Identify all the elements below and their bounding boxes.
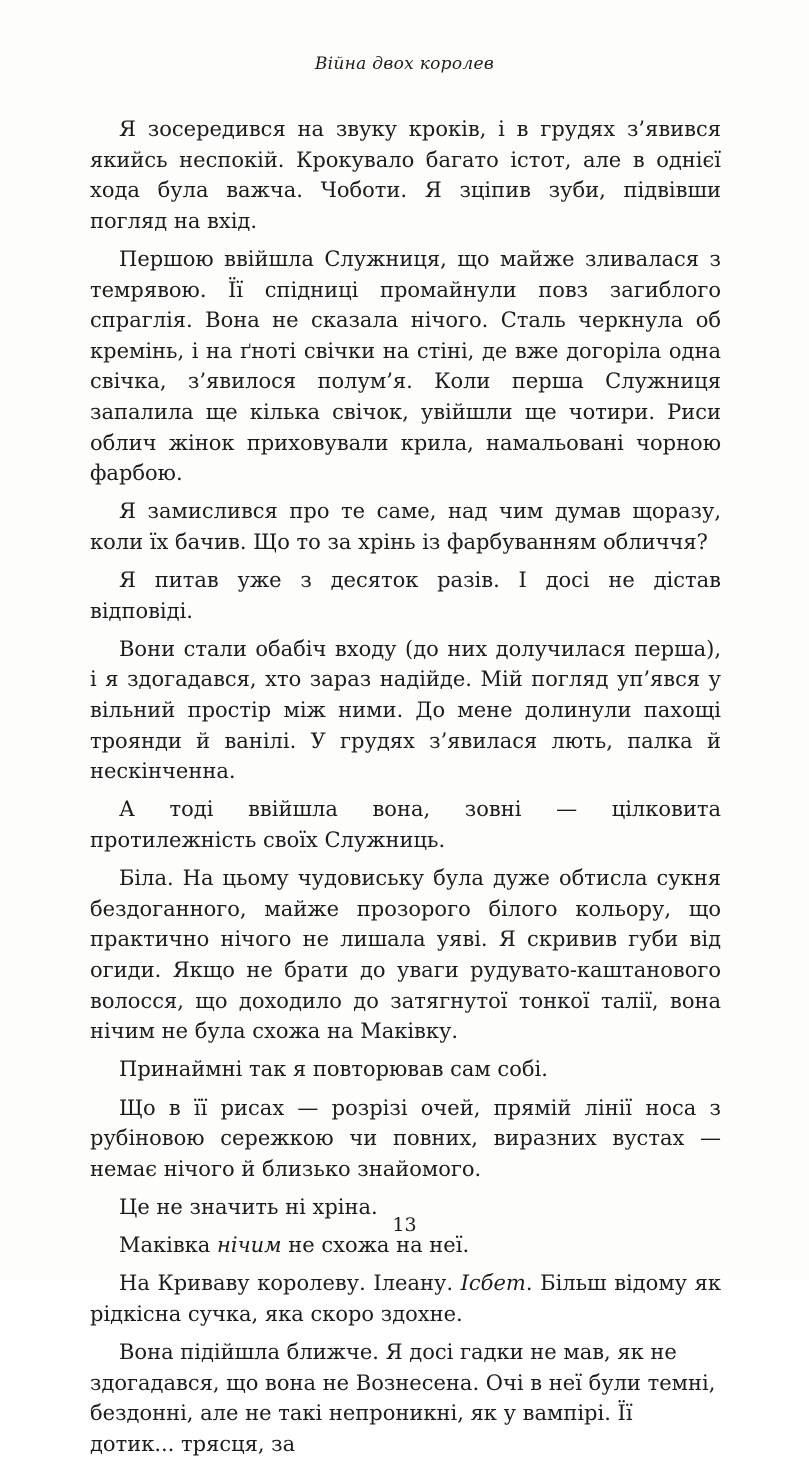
paragraph-12 [90, 1268, 721, 1329]
paragraph-11-start: Маківка [119, 1233, 218, 1258]
paragraph-8: Принаймні так я повторював сам собі. [119, 1057, 548, 1082]
paragraph-7: Біла. На цьому чудовиську була дуже обтисла сукня бездоганного, майже прозорого білого кольору, що практично нічого не лишала уяві. Я скривив губи від огиди. Якщо не брати до уваги рудувато-каштанового волосся, що доходило до затягнутої тонкої талії, вона нічим не була схожа на Маківку. [90, 866, 721, 1044]
emphasis-text: Ісбет [460, 1271, 526, 1296]
paragraph-6: А тоді ввійшла вона, зовні — цілковита протилежність своїх Служниць. [90, 797, 721, 853]
paragraph-1: Я зосередився на звуку кроків, і в грудях з’явився якийсь неспокій. Крокувало багато істот, але в однієї хода була важча. Чоботи. Я зціпив зуби, підвівши погляд на вхід. [90, 117, 721, 233]
paragraph-5: Вони стали обабіч входу (до них долучилася перша), і я здогадався, хто зараз надійде. Мій погляд уп’явся у вільний простір між ними. До мене долинули пахощі троянди й ванілі. У грудях з’явилася лють, палка й нескінченна. [90, 636, 721, 784]
running-title: Війна двох королев [314, 54, 495, 74]
paragraph-4: Я питав уже з десяток разів. І досі не дістав відповіді. [90, 568, 721, 623]
paragraph-3: Я замислився про те саме, над чим думав щоразу, коли їх бачив. Що то за хрінь із фарбуванням обличчя? [90, 499, 721, 554]
paragraph-12-start: На Криваву королеву. Ілеану. [119, 1271, 461, 1296]
paragraph-10: Це не значить ні хріна. [119, 1194, 378, 1219]
paragraph-9: Що в її рисах — розрізі очей, прямій лінії носа з рубіновою сережкою чи повних, виразних вустах — немає нічого й близько знайомого. [90, 1095, 721, 1181]
body-text [90, 114, 721, 1467]
paragraph-12-end: . Більш відому як рідкісна сучка, яка скоро здохне. [90, 1271, 721, 1326]
emphasis-text: нічим [217, 1233, 282, 1258]
paragraph-2: Першою ввійшла Служниця, що майже зливалася з темрявою. Її спідниці промайнули повз загиблого спраглія. Вона не сказала нічого. Сталь черкнула об кремінь, і на ґноті свічки на стіні, де вже догоріла одна свічка, з’явилося полум’я. Коли перша Служниця запалила ще кілька свічок, увійшли ще чотири. Риси облич жінок приховували крила, намальовані чорною фарбою. [90, 246, 721, 486]
page-number: 13 [392, 1214, 417, 1236]
paragraph-11-end: не схожа на неї. [281, 1233, 470, 1258]
paragraph-13: Вона підійшла ближче. Я досі гадки не мав, як не здогадався, що вона не Вознесена. Очі в неї були темні, бездонні, але не такі непроникні, як у вампірі. Її дотик... трясця, за [90, 1340, 716, 1456]
